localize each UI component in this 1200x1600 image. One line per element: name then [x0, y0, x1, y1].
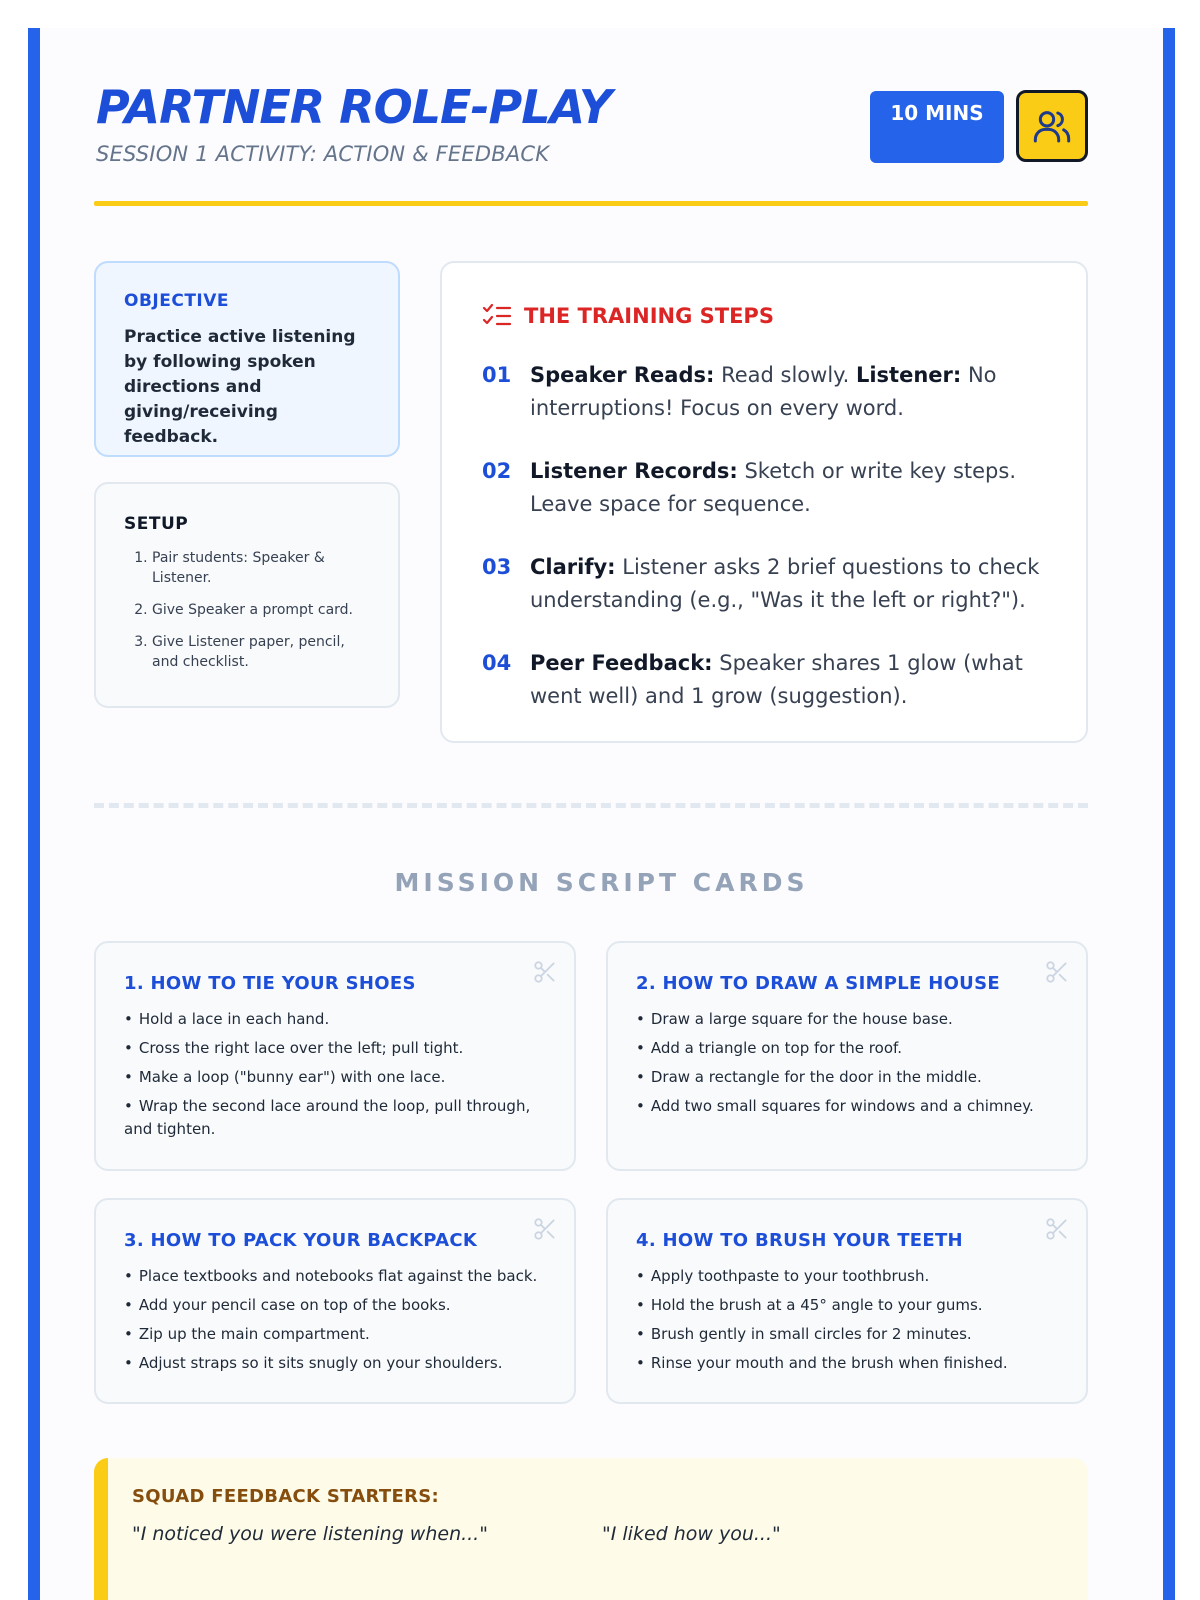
feedback-starter-list [132, 1523, 1064, 1545]
card-step: • Draw a large square for the house base. [636, 1008, 1058, 1031]
feedback-starter: "I liked how you..." [602, 1523, 781, 1545]
step-number: 03 [482, 555, 512, 579]
card-step: • Add a triangle on top for the roof. [636, 1037, 1058, 1060]
step-label: Listener: [855, 363, 962, 387]
training-step [482, 359, 1046, 425]
card-title: 4. HOW TO BRUSH YOUR TEETH [636, 1230, 963, 1251]
card-step-list [124, 1008, 546, 1141]
objective-text: Practice active listening by following spoken directions and giving/receiving feedback. [124, 327, 356, 447]
script-card [606, 941, 1088, 1171]
card-step: • Adjust straps so it sits snugly on your shoulders. [124, 1352, 546, 1375]
objective-heading: OBJECTIVE [124, 291, 230, 311]
cut-line-divider [94, 803, 1088, 808]
script-card [606, 1198, 1088, 1404]
card-step-list [124, 1265, 546, 1375]
step-description: No interruptions! Focus on every word. [530, 363, 997, 420]
card-title: 2. HOW TO DRAW A SIMPLE HOUSE [636, 973, 1000, 994]
card-step-list [636, 1008, 1058, 1118]
card-title: 3. HOW TO PACK YOUR BACKPACK [124, 1230, 478, 1251]
step-label: Listener Records: [530, 459, 738, 483]
setup-box [94, 482, 400, 708]
objective-box [94, 261, 400, 457]
training-step [482, 455, 1046, 521]
training-steps-heading [482, 303, 1046, 329]
setup-list [124, 548, 370, 672]
training-step [482, 647, 1046, 713]
script-card [94, 941, 576, 1171]
card-step: • Cross the right lace over the left; pull tight. [124, 1037, 546, 1060]
step-number: 04 [482, 651, 512, 675]
worksheet-page [28, 28, 1175, 1600]
training-step [482, 551, 1046, 617]
setup-item: 1. Pair students: Speaker & Listener. [152, 548, 370, 588]
checklist-icon [482, 303, 512, 329]
card-title: 1. HOW TO TIE YOUR SHOES [124, 973, 416, 994]
header-divider [94, 201, 1088, 206]
card-step: • Brush gently in small circles for 2 minutes. [636, 1323, 1058, 1346]
card-step: • Add your pencil case on top of the books. [124, 1294, 546, 1317]
feedback-starter: "I noticed you were listening when..." [132, 1523, 488, 1545]
training-steps-title: THE TRAINING STEPS [524, 304, 774, 328]
card-step: • Add two small squares for windows and a chimney. [636, 1095, 1058, 1118]
section-title: MISSION SCRIPT CARDS [394, 868, 809, 897]
step-text [530, 647, 1046, 713]
group-badge [1016, 90, 1088, 162]
scissors-icon [532, 959, 558, 985]
card-step: • Draw a rectangle for the door in the middle. [636, 1066, 1058, 1089]
script-card [94, 1198, 576, 1404]
card-step: • Apply toothpaste to your toothbrush. [636, 1265, 1058, 1288]
scissors-icon [1044, 1216, 1070, 1242]
time-badge: 10 MINS [870, 91, 1004, 163]
card-step: • Make a loop ("bunny ear") with one lace. [124, 1066, 546, 1089]
card-step: • Hold the brush at a 45° angle to your gums. [636, 1294, 1058, 1317]
page-title: PARTNER ROLE-PLAY [96, 80, 612, 134]
card-step-list [636, 1265, 1058, 1375]
card-step: • Rinse your mouth and the brush when finished. [636, 1352, 1058, 1375]
feedback-heading: SQUAD FEEDBACK STARTERS: [132, 1486, 439, 1507]
feedback-starters-box [94, 1458, 1088, 1600]
step-description: Speaker shares 1 glow (what went well) and 1 grow (suggestion). [530, 651, 1023, 708]
scissors-icon [532, 1216, 558, 1242]
step-label: Speaker Reads: [530, 363, 715, 387]
scissors-icon [1044, 959, 1070, 985]
setup-item: 3. Give Listener paper, pencil, and checklist. [152, 632, 370, 672]
users-icon [1032, 106, 1072, 146]
step-number: 01 [482, 363, 512, 387]
page-subtitle: SESSION 1 ACTIVITY: ACTION & FEEDBACK [96, 142, 550, 166]
step-text [530, 359, 1046, 425]
step-text [530, 551, 1046, 617]
setup-item: 2. Give Speaker a prompt card. [152, 600, 370, 620]
step-description: Listener asks 2 brief questions to check understanding (e.g., "Was it the left or right?"). [530, 555, 1040, 612]
card-step: • Hold a lace in each hand. [124, 1008, 546, 1031]
step-number: 02 [482, 459, 512, 483]
setup-heading: SETUP [124, 514, 189, 534]
card-step: • Wrap the second lace around the loop, pull through, and tighten. [124, 1095, 546, 1141]
step-label: Clarify: [530, 555, 616, 579]
card-step: • Zip up the main compartment. [124, 1323, 546, 1346]
training-steps-box [440, 261, 1088, 743]
step-description: Sketch or write key steps. Leave space for sequence. [530, 459, 1017, 516]
step-label: Peer Feedback: [530, 651, 713, 675]
step-description: Read slowly. [714, 363, 856, 387]
step-text [530, 455, 1046, 521]
card-step: • Place textbooks and notebooks flat against the back. [124, 1265, 546, 1288]
